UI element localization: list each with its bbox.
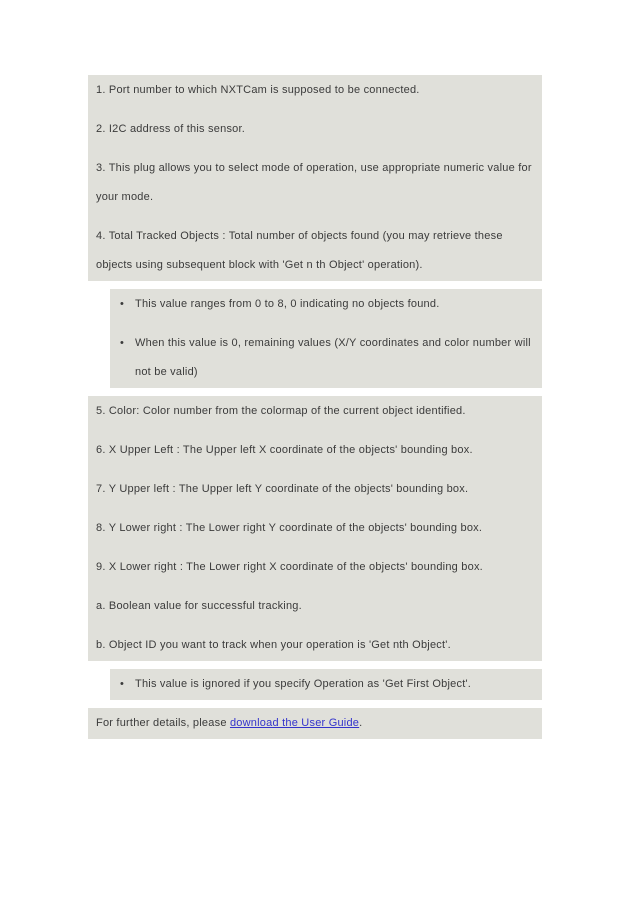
highlight-block-ports-and-modes bbox=[88, 75, 542, 281]
list-item-total-tracked-objects: 4. Total Tracked Objects : Total number of objects found (you may retrieve these objects using subsequent block with 'Get n th Object' operation). bbox=[96, 230, 503, 271]
list-item-y-upper-left: 7. Y Upper left : The Upper left Y coordinate of the objects' bounding box. bbox=[96, 483, 469, 495]
highlight-block-footer bbox=[88, 708, 542, 739]
user-guide-link[interactable]: download the User Guide bbox=[229, 717, 360, 729]
list-item-port-number: 1. Port number to which NXTCam is supposed to be connected. bbox=[96, 84, 420, 96]
document-content bbox=[88, 75, 542, 747]
list-item-x-lower-right: 9. X Lower right : The Lower right X coordinate of the objects' bounding box. bbox=[96, 561, 483, 573]
list-item-i2c-address: 2. I2C address of this sensor. bbox=[96, 123, 246, 135]
list-item-mode-plug: 3. This plug allows you to select mode of operation, use appropriate numeric value for your mode. bbox=[96, 162, 532, 203]
footer-line bbox=[96, 709, 534, 738]
bullet-item-ignored-value bbox=[118, 670, 534, 699]
list-item-color: 5. Color: Color number from the colormap of the current object identified. bbox=[96, 405, 466, 417]
bullet-text-value-range: This value ranges from 0 to 8, 0 indicating no objects found. bbox=[135, 298, 440, 310]
bullet-text-value-zero: When this value is 0, remaining values (X/Y coordinates and color number will not be valid) bbox=[135, 337, 531, 378]
bullet-icon: • bbox=[120, 337, 125, 349]
bullet-icon: • bbox=[120, 678, 125, 690]
footer-suffix: . bbox=[359, 717, 363, 729]
highlight-block-value-range-bullets bbox=[110, 289, 542, 388]
list-item-boolean-tracking: a. Boolean value for successful tracking. bbox=[96, 600, 302, 612]
highlight-block-coordinates bbox=[88, 396, 542, 661]
bullet-item-value-range bbox=[118, 290, 534, 319]
bullet-text-ignored-value: This value is ignored if you specify Operation as 'Get First Object'. bbox=[135, 678, 472, 690]
list-item-y-lower-right: 8. Y Lower right : The Lower right Y coordinate of the objects' bounding box. bbox=[96, 522, 483, 534]
footer-prefix: For further details, please bbox=[96, 717, 230, 729]
bullet-item-value-zero bbox=[118, 329, 534, 387]
list-item-object-id: b. Object ID you want to track when your operation is 'Get nth Object'. bbox=[96, 639, 451, 651]
bullet-icon: • bbox=[120, 298, 125, 310]
list-item-x-upper-left: 6. X Upper Left : The Upper left X coordinate of the objects' bounding box. bbox=[96, 444, 473, 456]
highlight-block-object-id-bullet bbox=[110, 669, 542, 700]
